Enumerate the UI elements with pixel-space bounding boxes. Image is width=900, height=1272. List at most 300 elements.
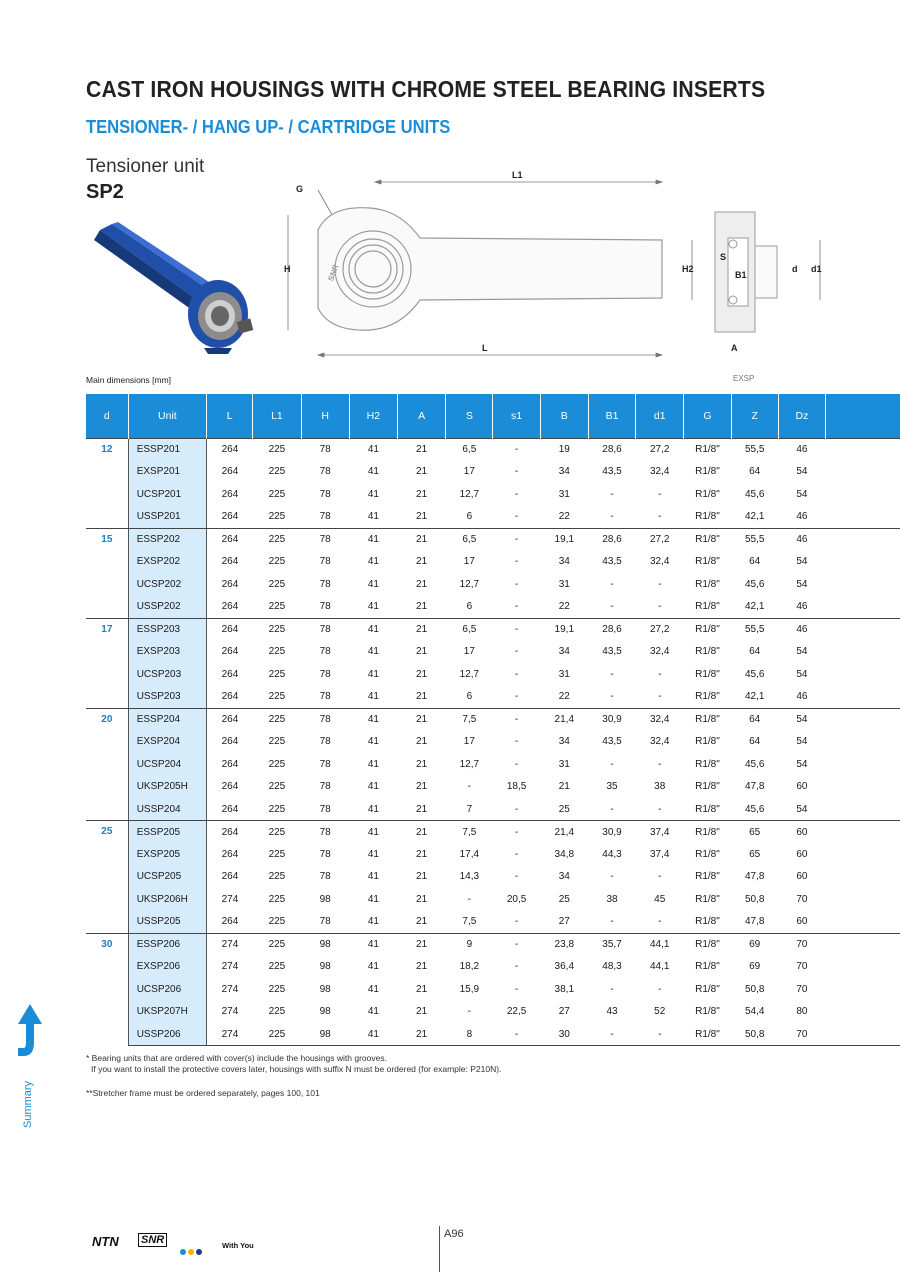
value-cell: - bbox=[467, 781, 472, 793]
blank-cell bbox=[826, 956, 900, 979]
table-row bbox=[86, 1001, 900, 1024]
bore-diameter-cell: 25 bbox=[86, 821, 128, 934]
value-cell: 64 bbox=[731, 708, 778, 731]
table-row bbox=[86, 776, 900, 799]
table-row bbox=[86, 798, 900, 821]
footnote-line-1: * Bearing units that are ordered with cover(s) include the housings with grooves. bbox=[86, 1053, 387, 1063]
table-row bbox=[86, 438, 900, 461]
value-cell: 22 bbox=[540, 506, 588, 529]
value-cell: - bbox=[493, 438, 540, 461]
col-header-dz: Dz bbox=[778, 394, 825, 438]
table-row bbox=[86, 618, 900, 641]
value-cell: R1/8" bbox=[695, 961, 720, 973]
value-cell: 21 bbox=[398, 528, 446, 551]
value-cell: - bbox=[636, 911, 684, 934]
value-cell: 34 bbox=[558, 736, 570, 748]
value-cell: 21 bbox=[416, 893, 428, 905]
value-cell: 21 bbox=[416, 871, 428, 883]
value-cell: 264 bbox=[207, 686, 253, 709]
value-cell: 45,6 bbox=[744, 488, 765, 500]
value-cell: 78 bbox=[301, 618, 349, 641]
unit-cell: USSP203 bbox=[128, 686, 206, 709]
value-cell: 225 bbox=[253, 528, 301, 551]
value-cell: - bbox=[514, 961, 519, 973]
col-header-h2: H2 bbox=[349, 394, 397, 438]
value-cell: 7 bbox=[446, 798, 493, 821]
value-cell: 28,6 bbox=[588, 618, 635, 641]
col-header-l: L bbox=[207, 394, 253, 438]
value-cell: 264 bbox=[221, 758, 239, 770]
value-cell: 45,6 bbox=[744, 578, 765, 590]
value-cell: 52 bbox=[654, 1006, 666, 1018]
value-cell: 78 bbox=[301, 438, 349, 461]
value-cell: 32,4 bbox=[650, 736, 670, 748]
brand-dot-blue bbox=[180, 1249, 186, 1255]
value-cell: 21 bbox=[416, 1006, 428, 1018]
value-cell: - bbox=[610, 758, 614, 770]
value-cell: 54 bbox=[796, 466, 808, 478]
value-cell: 30 bbox=[540, 1023, 588, 1046]
value-cell: 78 bbox=[319, 668, 331, 680]
value-cell: R1/8" bbox=[684, 1023, 731, 1046]
value-cell: 46 bbox=[778, 506, 825, 529]
value-cell: 21 bbox=[558, 781, 570, 793]
drawing-label-g: G bbox=[296, 184, 304, 194]
value-cell: - bbox=[588, 506, 635, 529]
value-cell: R1/8" bbox=[684, 618, 731, 641]
dimensions-label: Main dimensions [mm] bbox=[86, 375, 172, 385]
blank-cell bbox=[826, 753, 900, 776]
blank-cell bbox=[826, 483, 900, 506]
value-cell: 36,4 bbox=[554, 961, 575, 973]
value-cell: 78 bbox=[319, 578, 331, 590]
value-cell: - bbox=[658, 668, 662, 680]
table-row bbox=[86, 528, 900, 551]
value-cell: 54 bbox=[796, 488, 808, 500]
value-cell: 21 bbox=[416, 983, 428, 995]
value-cell: 31 bbox=[558, 488, 570, 500]
value-cell: 21 bbox=[416, 556, 428, 568]
blank-cell bbox=[826, 1001, 900, 1024]
value-cell: - bbox=[493, 1023, 540, 1046]
table-header-row bbox=[86, 394, 900, 438]
value-cell: 20,5 bbox=[506, 893, 527, 905]
value-cell: 225 bbox=[268, 488, 286, 500]
value-cell: 7,5 bbox=[446, 708, 493, 731]
value-cell: 17 bbox=[463, 646, 475, 658]
drawing-label-s: S bbox=[720, 252, 727, 262]
value-cell: 25 bbox=[540, 798, 588, 821]
blank-cell bbox=[826, 798, 900, 821]
page-number: A96 bbox=[444, 1228, 464, 1240]
value-cell: 37,4 bbox=[650, 848, 670, 860]
col-header-unit: Unit bbox=[128, 394, 206, 438]
value-cell: 6 bbox=[446, 506, 493, 529]
value-cell: 78 bbox=[319, 466, 331, 478]
value-cell: 35 bbox=[606, 781, 618, 793]
unit-cell: ESSP206 bbox=[128, 933, 206, 956]
dimensions-table bbox=[86, 394, 900, 1046]
value-cell: 78 bbox=[301, 596, 349, 619]
value-cell: 12,7 bbox=[459, 488, 480, 500]
value-cell: - bbox=[658, 871, 662, 883]
unit-cell: ESSP204 bbox=[128, 708, 206, 731]
value-cell: 70 bbox=[778, 933, 825, 956]
value-cell: R1/8" bbox=[695, 556, 720, 568]
value-cell: R1/8" bbox=[695, 1006, 720, 1018]
value-cell: 264 bbox=[207, 911, 253, 934]
table-row bbox=[86, 911, 900, 934]
value-cell: 225 bbox=[268, 646, 286, 658]
value-cell: 41 bbox=[349, 708, 397, 731]
brand-dot-navy bbox=[196, 1249, 202, 1255]
value-cell: 41 bbox=[367, 961, 379, 973]
value-cell: 19,1 bbox=[540, 528, 588, 551]
value-cell: R1/8" bbox=[684, 708, 731, 731]
footnote-line-2: If you want to install the protective covers later, housings with suffix N must be ordered (for example: P210N). bbox=[91, 1064, 502, 1074]
table-row bbox=[86, 483, 900, 506]
value-cell: 21 bbox=[416, 466, 428, 478]
unit-cell: UKSP206H bbox=[128, 888, 206, 911]
value-cell: 264 bbox=[207, 528, 253, 551]
value-cell: 19 bbox=[540, 438, 588, 461]
value-cell: 43 bbox=[606, 1006, 618, 1018]
value-cell: 78 bbox=[301, 911, 349, 934]
value-cell: 42,1 bbox=[731, 506, 778, 529]
value-cell: 46 bbox=[778, 438, 825, 461]
value-cell: 43,5 bbox=[602, 466, 622, 478]
value-cell: - bbox=[610, 983, 614, 995]
blank-cell bbox=[826, 686, 900, 709]
col-header-b1: B1 bbox=[588, 394, 635, 438]
value-cell: - bbox=[658, 758, 662, 770]
value-cell: 21 bbox=[398, 821, 446, 844]
blank-cell bbox=[826, 618, 900, 641]
value-cell: 78 bbox=[319, 488, 331, 500]
value-cell: 41 bbox=[367, 736, 379, 748]
value-cell: 78 bbox=[301, 506, 349, 529]
blank-cell bbox=[826, 573, 900, 596]
value-cell: 21 bbox=[398, 438, 446, 461]
value-cell: 6,5 bbox=[446, 618, 493, 641]
value-cell: 225 bbox=[268, 758, 286, 770]
value-cell: 41 bbox=[367, 848, 379, 860]
value-cell: 21 bbox=[398, 618, 446, 641]
footer-divider bbox=[439, 1226, 440, 1272]
unit-cell: USSP202 bbox=[128, 596, 206, 619]
blank-cell bbox=[826, 843, 900, 866]
value-cell: - bbox=[467, 893, 472, 905]
bore-diameter-cell: 30 bbox=[86, 933, 128, 1046]
value-cell: - bbox=[610, 578, 614, 590]
value-cell: 17,4 bbox=[459, 848, 480, 860]
value-cell: 32,4 bbox=[650, 646, 670, 658]
value-cell: 225 bbox=[268, 578, 286, 590]
value-cell: 54 bbox=[796, 578, 808, 590]
value-cell: 45 bbox=[654, 893, 666, 905]
value-cell: 50,8 bbox=[744, 983, 765, 995]
value-cell: 27 bbox=[540, 911, 588, 934]
blank-cell bbox=[826, 506, 900, 529]
footnote-stretcher: **Stretcher frame must be ordered separately, pages 100, 101 bbox=[86, 1088, 320, 1098]
value-cell: 225 bbox=[253, 618, 301, 641]
value-cell: 264 bbox=[221, 466, 239, 478]
col-header-h: H bbox=[301, 394, 349, 438]
value-cell: 60 bbox=[796, 871, 808, 883]
value-cell: 21,4 bbox=[540, 821, 588, 844]
blank-cell bbox=[826, 821, 900, 844]
drawing-label-l: L bbox=[482, 343, 488, 353]
value-cell: 264 bbox=[221, 668, 239, 680]
value-cell: 98 bbox=[301, 1023, 349, 1046]
value-cell: - bbox=[636, 798, 684, 821]
value-cell: 41 bbox=[367, 646, 379, 658]
value-cell: 42,1 bbox=[731, 686, 778, 709]
value-cell: 41 bbox=[367, 556, 379, 568]
value-cell: 46 bbox=[778, 596, 825, 619]
value-cell: 264 bbox=[207, 798, 253, 821]
value-cell: 41 bbox=[367, 1006, 379, 1018]
blank-cell bbox=[826, 528, 900, 551]
value-cell: - bbox=[514, 983, 519, 995]
table-row bbox=[86, 843, 900, 866]
blank-cell bbox=[826, 461, 900, 484]
drawing-label-a: A bbox=[731, 343, 738, 353]
value-cell: 264 bbox=[221, 488, 239, 500]
value-cell: 70 bbox=[796, 893, 808, 905]
value-cell: - bbox=[493, 821, 540, 844]
table-row bbox=[86, 686, 900, 709]
value-cell: 41 bbox=[367, 781, 379, 793]
value-cell: R1/8" bbox=[695, 646, 720, 658]
value-cell: 6 bbox=[446, 686, 493, 709]
value-cell: 31 bbox=[558, 668, 570, 680]
table-body bbox=[86, 438, 900, 1046]
value-cell: R1/8" bbox=[684, 933, 731, 956]
value-cell: 225 bbox=[253, 686, 301, 709]
value-cell: 70 bbox=[778, 1023, 825, 1046]
value-cell: - bbox=[514, 736, 519, 748]
table-row bbox=[86, 888, 900, 911]
value-cell: 78 bbox=[301, 528, 349, 551]
value-cell: 78 bbox=[319, 556, 331, 568]
value-cell: - bbox=[658, 983, 662, 995]
value-cell: 70 bbox=[796, 983, 808, 995]
value-cell: 225 bbox=[253, 933, 301, 956]
value-cell: 274 bbox=[207, 1023, 253, 1046]
table-row bbox=[86, 821, 900, 844]
value-cell: 41 bbox=[367, 893, 379, 905]
page-title: CAST IRON HOUSINGS WITH CHROME STEEL BEARING INSERTS bbox=[86, 76, 766, 102]
value-cell: 50,8 bbox=[744, 893, 765, 905]
value-cell: 54 bbox=[778, 798, 825, 821]
value-cell: - bbox=[514, 488, 519, 500]
value-cell: 21 bbox=[398, 933, 446, 956]
value-cell: 17 bbox=[463, 466, 475, 478]
value-cell: 19,1 bbox=[540, 618, 588, 641]
value-cell: 21 bbox=[398, 596, 446, 619]
value-cell: - bbox=[514, 871, 519, 883]
value-cell: 21 bbox=[416, 961, 428, 973]
value-cell: 41 bbox=[367, 871, 379, 883]
unit-cell: USSP205 bbox=[128, 911, 206, 934]
blank-cell bbox=[826, 888, 900, 911]
value-cell: R1/8" bbox=[695, 488, 720, 500]
value-cell: 21 bbox=[416, 578, 428, 590]
value-cell: - bbox=[493, 506, 540, 529]
value-cell: 14,3 bbox=[459, 871, 480, 883]
value-cell: 225 bbox=[268, 848, 286, 860]
value-cell: 78 bbox=[319, 781, 331, 793]
drawing-label-l1: L1 bbox=[512, 170, 523, 180]
value-cell: 80 bbox=[796, 1006, 808, 1018]
value-cell: 78 bbox=[319, 646, 331, 658]
value-cell: 25 bbox=[558, 893, 570, 905]
value-cell: 225 bbox=[253, 798, 301, 821]
summary-arrow-icon[interactable] bbox=[12, 1002, 42, 1064]
value-cell: - bbox=[493, 933, 540, 956]
value-cell: 264 bbox=[207, 596, 253, 619]
col-header-s1: s1 bbox=[493, 394, 540, 438]
value-cell: 98 bbox=[319, 893, 331, 905]
unit-cell: EXSP206 bbox=[128, 956, 206, 979]
value-cell: 54 bbox=[796, 646, 808, 658]
value-cell: 22 bbox=[540, 686, 588, 709]
table-row bbox=[86, 573, 900, 596]
value-cell: R1/8" bbox=[695, 466, 720, 478]
drawing-label-d: d bbox=[792, 264, 798, 274]
value-cell: 41 bbox=[349, 798, 397, 821]
value-cell: 225 bbox=[268, 1006, 286, 1018]
value-cell: - bbox=[514, 758, 519, 770]
value-cell: 34,8 bbox=[554, 848, 575, 860]
value-cell: 38,1 bbox=[554, 983, 575, 995]
value-cell: 28,6 bbox=[588, 438, 635, 461]
value-cell: 225 bbox=[268, 668, 286, 680]
value-cell: R1/8" bbox=[695, 758, 720, 770]
value-cell: 37,4 bbox=[636, 821, 684, 844]
summary-link[interactable]: Summary bbox=[22, 1080, 34, 1128]
value-cell: 69 bbox=[749, 961, 761, 973]
col-header-blank bbox=[826, 394, 900, 438]
value-cell: R1/8" bbox=[684, 798, 731, 821]
value-cell: 21 bbox=[398, 506, 446, 529]
col-header-d: d bbox=[86, 394, 128, 438]
value-cell: 264 bbox=[207, 821, 253, 844]
col-header-g: G bbox=[684, 394, 731, 438]
value-cell: 34 bbox=[558, 556, 570, 568]
value-cell: 78 bbox=[301, 821, 349, 844]
table-row bbox=[86, 551, 900, 574]
value-cell: 27,2 bbox=[636, 528, 684, 551]
table-row bbox=[86, 506, 900, 529]
brand-dots bbox=[180, 1242, 204, 1260]
col-header-z: Z bbox=[731, 394, 778, 438]
value-cell: 41 bbox=[349, 506, 397, 529]
value-cell: 34 bbox=[558, 646, 570, 658]
drawing-label-d1: d1 bbox=[811, 264, 822, 274]
table-row bbox=[86, 866, 900, 889]
value-cell: 46 bbox=[778, 686, 825, 709]
value-cell: 54 bbox=[796, 758, 808, 770]
value-cell: 41 bbox=[349, 821, 397, 844]
value-cell: - bbox=[493, 798, 540, 821]
value-cell: R1/8" bbox=[684, 506, 731, 529]
value-cell: 55,5 bbox=[731, 528, 778, 551]
value-cell: 54 bbox=[778, 708, 825, 731]
blank-cell bbox=[826, 708, 900, 731]
value-cell: 21 bbox=[398, 1023, 446, 1046]
value-cell: - bbox=[493, 528, 540, 551]
value-cell: 21 bbox=[416, 488, 428, 500]
unit-cell: USSP201 bbox=[128, 506, 206, 529]
value-cell: 31 bbox=[558, 758, 570, 770]
value-cell: R1/8" bbox=[695, 848, 720, 860]
value-cell: 7,5 bbox=[446, 821, 493, 844]
value-cell: - bbox=[610, 488, 614, 500]
page-subtitle: TENSIONER- / HANG UP- / CARTRIDGE UNITS bbox=[86, 117, 451, 137]
unit-cell: EXSP205 bbox=[128, 843, 206, 866]
blank-cell bbox=[826, 731, 900, 754]
value-cell: 264 bbox=[221, 781, 239, 793]
value-cell: 28,6 bbox=[588, 528, 635, 551]
value-cell: 27,2 bbox=[636, 438, 684, 461]
blank-cell bbox=[826, 551, 900, 574]
col-header-d1: d1 bbox=[636, 394, 684, 438]
value-cell: R1/8" bbox=[684, 686, 731, 709]
value-cell: 21 bbox=[398, 798, 446, 821]
table-row bbox=[86, 596, 900, 619]
value-cell: 30,9 bbox=[588, 821, 635, 844]
value-cell: - bbox=[493, 618, 540, 641]
value-cell: 6 bbox=[446, 596, 493, 619]
value-cell: 21 bbox=[398, 686, 446, 709]
value-cell: 264 bbox=[207, 618, 253, 641]
tagline: With You bbox=[222, 1241, 254, 1250]
value-cell: R1/8" bbox=[695, 781, 720, 793]
value-cell: 47,8 bbox=[731, 911, 778, 934]
value-cell: 98 bbox=[319, 1006, 331, 1018]
value-cell: 64 bbox=[749, 646, 761, 658]
value-cell: 54 bbox=[796, 736, 808, 748]
value-cell: 43,5 bbox=[602, 736, 622, 748]
value-cell: - bbox=[588, 686, 635, 709]
blank-cell bbox=[826, 1023, 900, 1046]
value-cell: 41 bbox=[367, 668, 379, 680]
value-cell: 21,4 bbox=[540, 708, 588, 731]
value-cell: 274 bbox=[221, 1006, 239, 1018]
value-cell: 225 bbox=[253, 708, 301, 731]
value-cell: 34 bbox=[558, 871, 570, 883]
value-cell: 41 bbox=[349, 933, 397, 956]
value-cell: 18,5 bbox=[506, 781, 527, 793]
table-row bbox=[86, 708, 900, 731]
table-row bbox=[86, 731, 900, 754]
value-cell: 15,9 bbox=[459, 983, 480, 995]
value-cell: 78 bbox=[319, 848, 331, 860]
bore-diameter-cell: 15 bbox=[86, 528, 128, 618]
value-cell: R1/8" bbox=[684, 528, 731, 551]
value-cell: 60 bbox=[796, 848, 808, 860]
value-cell: 64 bbox=[749, 466, 761, 478]
value-cell: - bbox=[493, 911, 540, 934]
value-cell: 274 bbox=[221, 893, 239, 905]
value-cell: 64 bbox=[749, 736, 761, 748]
bore-diameter-cell: 17 bbox=[86, 618, 128, 708]
value-cell: 44,1 bbox=[636, 933, 684, 956]
value-cell: - bbox=[514, 578, 519, 590]
value-cell: 17 bbox=[463, 736, 475, 748]
